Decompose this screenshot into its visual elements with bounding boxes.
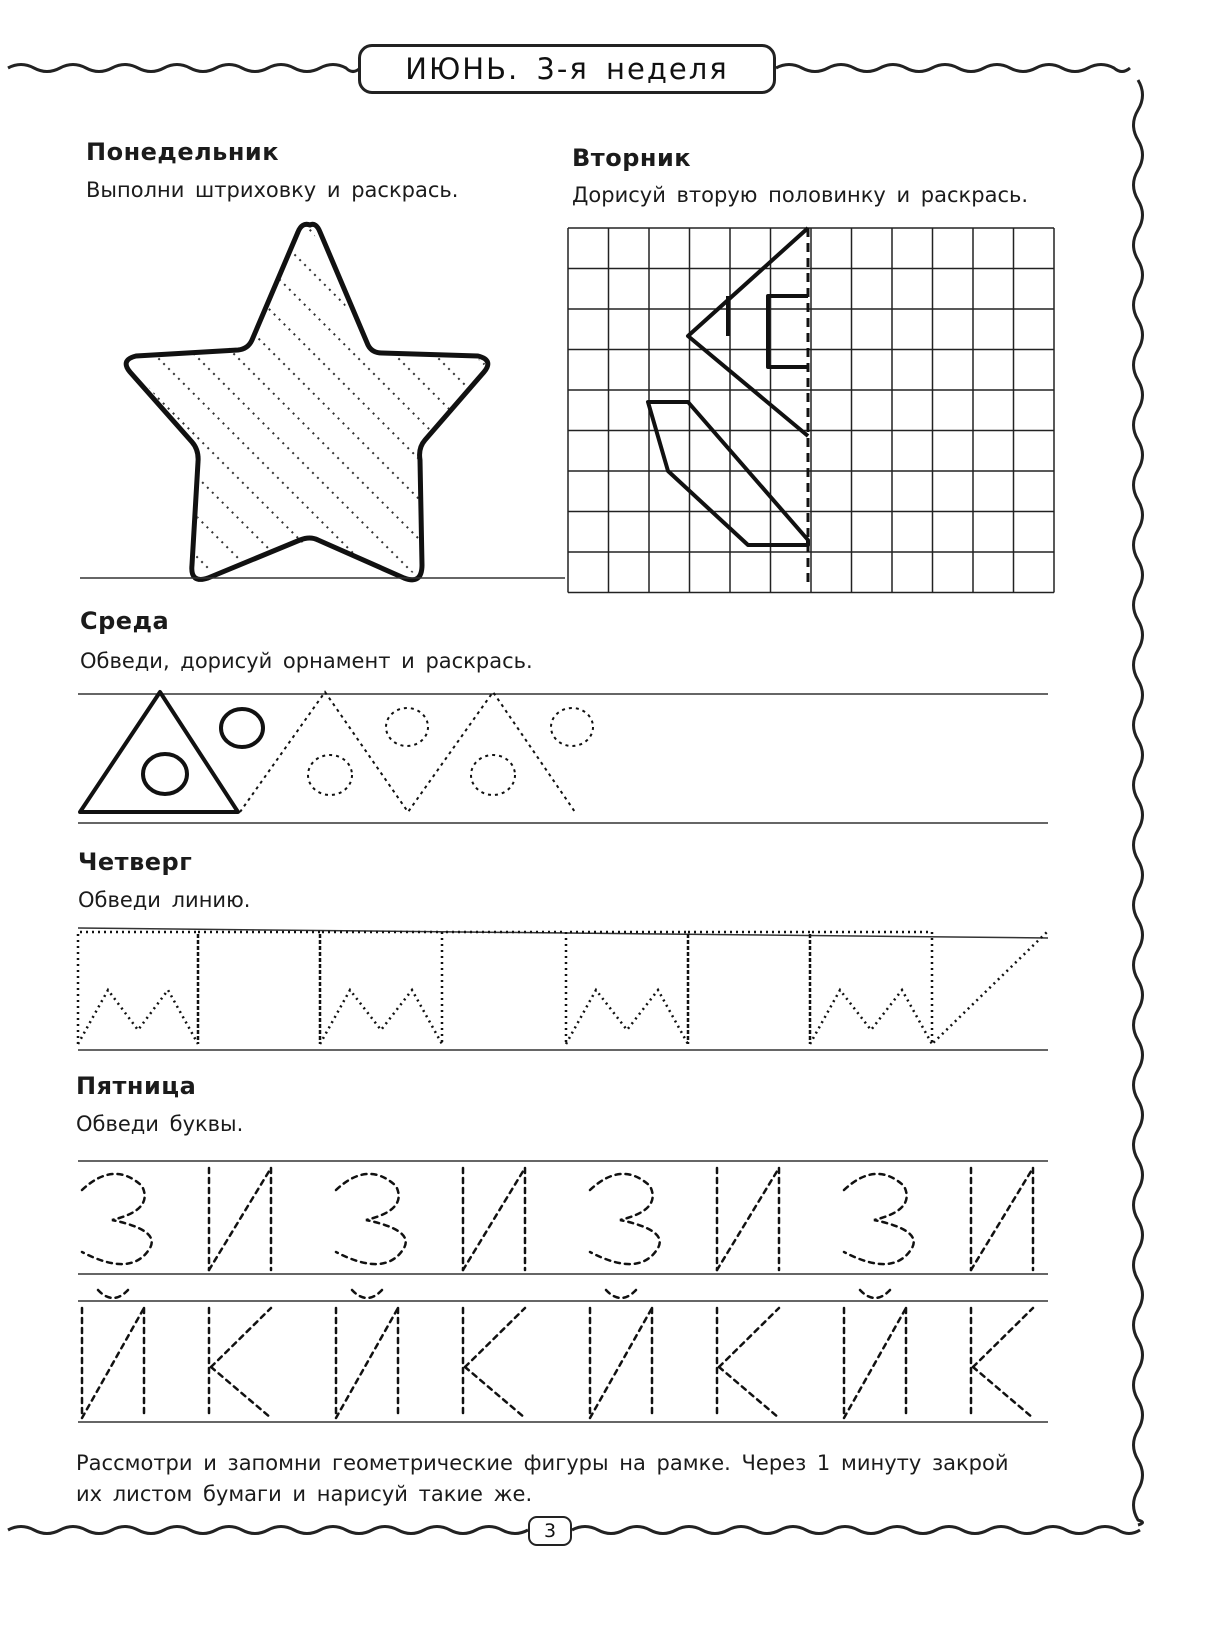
tuesday-task: Дорисуй вторую половинку и раскрась. [572, 183, 1029, 207]
wednesday-heading: Среда [80, 607, 170, 635]
frame-zigzag [78, 932, 1047, 1044]
footer-instruction: Рассмотри и запомни геометрические фигуры на рамке. Через 1 минуту закрой их листом бумаги и нарисуй такие же. [76, 1451, 1009, 1506]
letter-i-kratkoye [590, 1290, 652, 1418]
hatch-line [400, 200, 820, 620]
letter-i-kratkoye [844, 1290, 906, 1418]
letter-i-kratkoye [336, 1290, 398, 1418]
hatch-line [320, 200, 740, 620]
page-title: ИЮНЬ. 3-я неделя [405, 52, 729, 86]
hatch-line [280, 200, 700, 620]
wavy-frame-right [1134, 80, 1143, 1525]
v-wave [566, 990, 688, 1044]
letter-ka [971, 1308, 1033, 1418]
thursday-task: Обведи линию. [78, 888, 251, 912]
monday-heading: Понедельник [86, 138, 280, 166]
letter-i [463, 1168, 525, 1270]
letters-row-1-lines [78, 1161, 1048, 1274]
letter-ka [717, 1308, 779, 1418]
letter-i [971, 1168, 1033, 1270]
hatch-line [680, 200, 1100, 620]
v-wave [320, 990, 442, 1044]
wavy-frame-bottom [8, 1527, 1140, 1534]
letter-ze [336, 1174, 406, 1264]
hatch-line [640, 200, 1060, 620]
hatch-line [0, 200, 180, 620]
thursday-heading: Четверг [78, 848, 193, 876]
letters-row-1 [82, 1168, 1033, 1270]
ornament [80, 692, 593, 812]
letter-ka [463, 1308, 525, 1418]
page-title-pill [358, 44, 776, 94]
hatch-line [0, 200, 220, 620]
hatch-line [80, 200, 500, 620]
tuesday-grid [568, 228, 1054, 593]
letter-i [717, 1168, 779, 1270]
letters-row-2 [82, 1290, 1033, 1418]
wednesday-task: Обведи, дорисуй орнамент и раскрась. [80, 649, 533, 673]
thursday-dotted-line [78, 932, 1047, 1044]
friday-heading: Пятница [76, 1072, 197, 1100]
letter-i-kratkoye [82, 1290, 144, 1418]
half-picture [648, 228, 808, 545]
v-wave [810, 990, 932, 1044]
letters-row-2-lines [78, 1301, 1048, 1422]
hatch-line [120, 200, 540, 620]
page-number: 3 [528, 1516, 572, 1546]
letter-ka [209, 1308, 271, 1418]
letter-i [209, 1168, 271, 1270]
friday-task: Обведи буквы. [76, 1112, 244, 1136]
hatched-star [0, 200, 1100, 620]
letter-ze [844, 1174, 914, 1264]
hatch-line [0, 200, 260, 620]
hatch-line [600, 200, 1020, 620]
hatch-line [160, 200, 580, 620]
monday-task: Выполни штриховку и раскрась. [86, 178, 459, 202]
tuesday-heading: Вторник [572, 144, 692, 172]
hatch-line [0, 200, 340, 620]
hatch-line [40, 200, 460, 620]
v-wave [78, 990, 198, 1044]
letter-ze [82, 1174, 152, 1264]
letter-ze [590, 1174, 660, 1264]
